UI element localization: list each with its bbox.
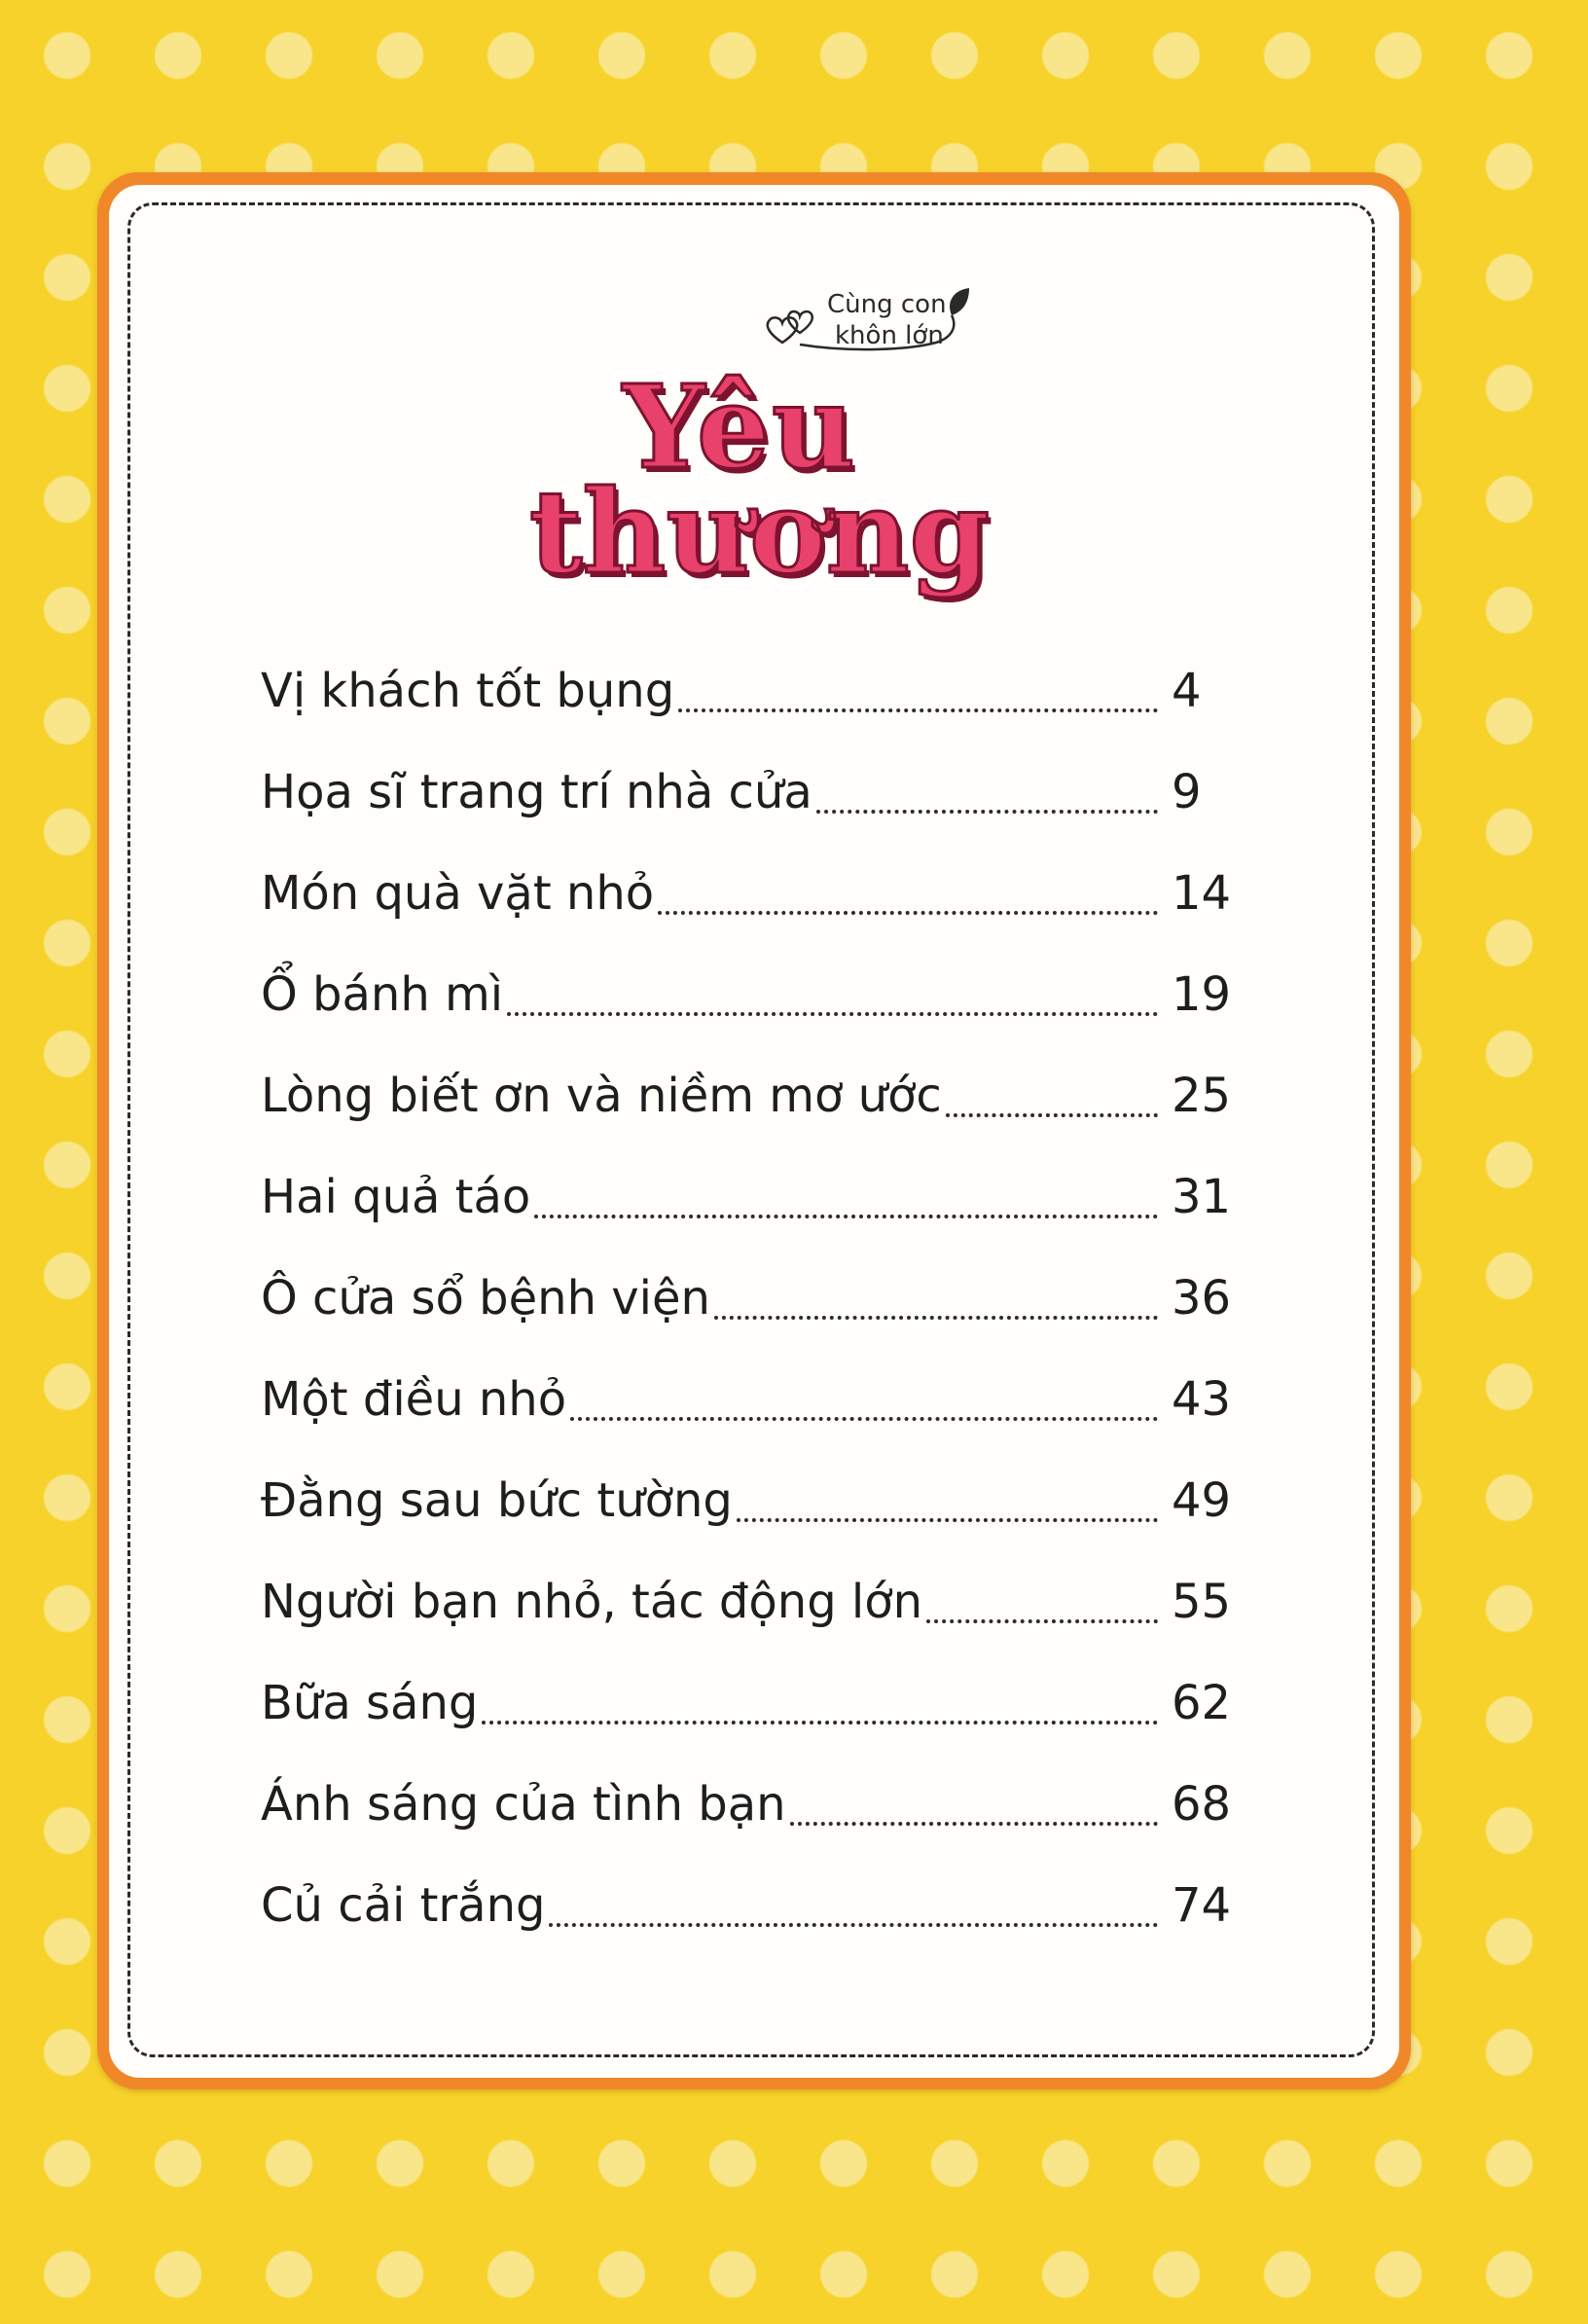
toc-entry[interactable] — [261, 1349, 1244, 1450]
toc-entry[interactable] — [261, 1146, 1244, 1248]
toc-entry-page: 19 — [1172, 967, 1232, 1022]
toc-entry-title: Món quà vặt nhỏ — [261, 866, 655, 921]
book-title — [506, 360, 1012, 623]
toc-entry[interactable] — [261, 1551, 1244, 1652]
toc-entry-title: Ổ bánh mì — [261, 967, 504, 1022]
dot-leader — [482, 1721, 1158, 1725]
toc-entry-title: Bữa sáng — [261, 1676, 479, 1730]
toc-entry[interactable] — [261, 640, 1244, 742]
dot-leader — [570, 1417, 1158, 1421]
toc-entry-page: 31 — [1172, 1170, 1232, 1224]
toc-entry-title: Ánh sáng của tình bạn — [261, 1777, 786, 1832]
toc-entry-title: Người bạn nhỏ, tác động lớn — [261, 1575, 923, 1629]
toc-entry-page: 68 — [1172, 1777, 1232, 1832]
toc-entry-title: Ô cửa sổ bệnh viện — [261, 1271, 710, 1325]
dot-leader — [507, 1012, 1158, 1016]
dot-leader — [678, 708, 1158, 712]
toc-entry-title: Hai quả táo — [261, 1170, 531, 1224]
toc-entry[interactable] — [261, 944, 1244, 1045]
toc-entry-page: 62 — [1172, 1676, 1232, 1730]
toc-entry[interactable] — [261, 1450, 1244, 1551]
toc-entry-page: 43 — [1172, 1372, 1232, 1427]
toc-entry[interactable] — [261, 1652, 1244, 1754]
dot-leader — [534, 1215, 1158, 1218]
toc-entry[interactable] — [261, 742, 1244, 843]
series-name-line1: Cùng con — [827, 290, 947, 319]
toc-entry-page: 49 — [1172, 1473, 1232, 1528]
dot-leader — [946, 1113, 1158, 1117]
toc-entry[interactable] — [261, 843, 1244, 944]
toc-entry-title: Họa sĩ trang trí nhà cửa — [261, 765, 812, 819]
title-line1: Yêu — [623, 359, 857, 494]
toc-entry-page: 4 — [1172, 664, 1202, 718]
dot-leader — [926, 1619, 1158, 1623]
toc-entry-title: Lòng biết ơn và niềm mơ ước — [261, 1069, 942, 1123]
dot-leader — [816, 810, 1158, 814]
toc-entry[interactable] — [261, 1248, 1244, 1349]
toc-entry-page: 74 — [1172, 1878, 1232, 1933]
toc-entry-title: Đằng sau bức tường — [261, 1473, 733, 1528]
toc-entry-title: Vị khách tốt bụng — [261, 664, 675, 718]
title-line2: thương — [529, 464, 991, 599]
toc-entry[interactable] — [261, 1045, 1244, 1146]
toc-entry[interactable] — [261, 1855, 1244, 1956]
toc-entry-title: Một điều nhỏ — [261, 1372, 567, 1427]
toc-entry-title: Củ cải trắng — [261, 1878, 546, 1933]
dot-leader — [790, 1822, 1158, 1826]
series-name-line2: khôn lớn — [835, 321, 944, 350]
dot-leader — [714, 1316, 1158, 1320]
toc-entry-page: 14 — [1172, 866, 1232, 921]
toc-entry-page: 36 — [1172, 1271, 1232, 1325]
dot-leader — [737, 1518, 1158, 1522]
table-of-contents — [261, 640, 1244, 1956]
dot-leader — [658, 911, 1158, 915]
toc-entry-page: 9 — [1172, 765, 1202, 819]
dot-leader — [549, 1923, 1158, 1927]
toc-entry-page: 25 — [1172, 1069, 1232, 1123]
toc-entry[interactable] — [261, 1754, 1244, 1855]
toc-entry-page: 55 — [1172, 1575, 1232, 1629]
